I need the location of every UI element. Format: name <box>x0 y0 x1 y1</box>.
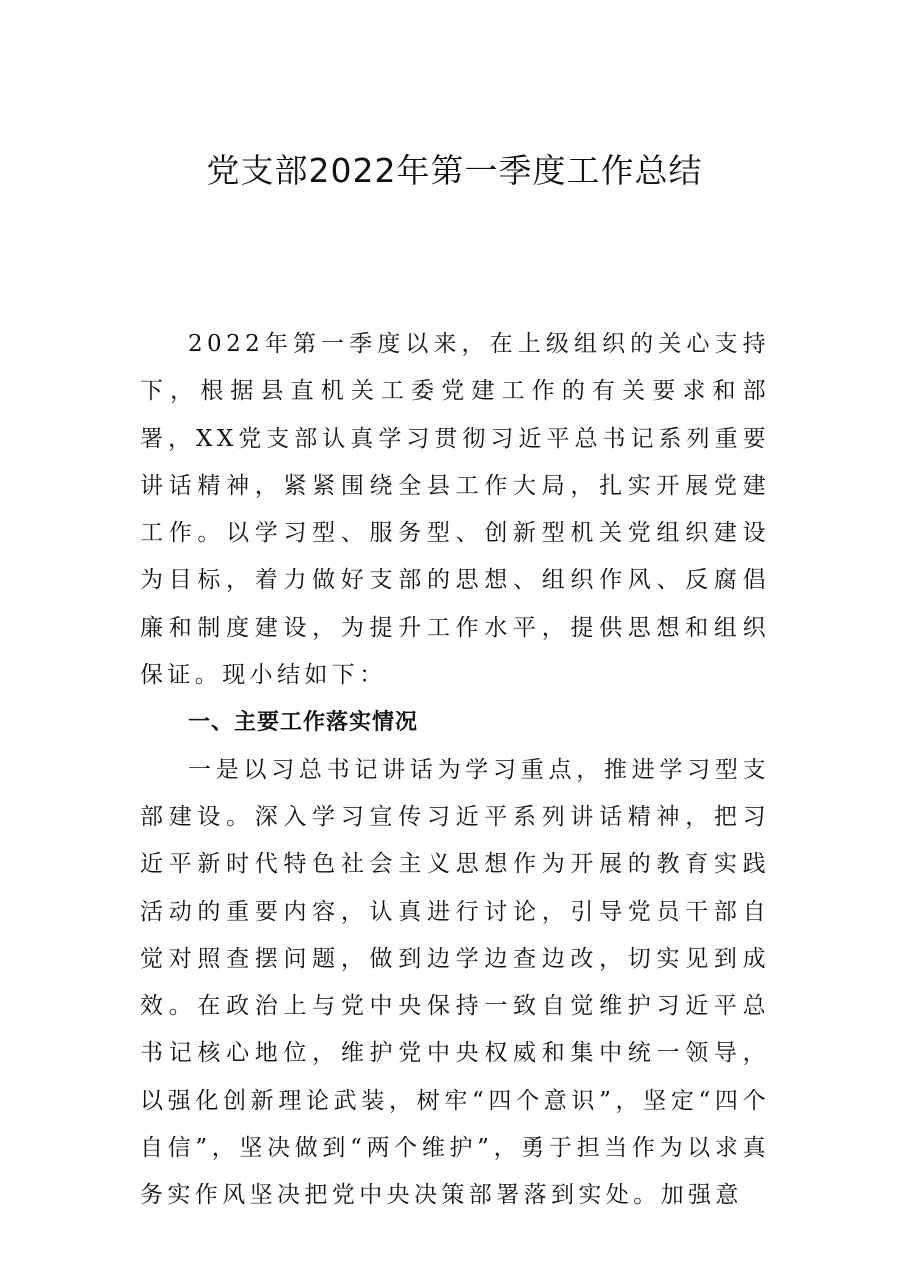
section-1-heading: 一、主要工作落实情况 <box>188 710 419 736</box>
intro-paragraph: 2022年第一季度以来，在上级组织的关心支持下，根据县直机关工委党建工作的有关要求和部署，XX党支部认真学习贯彻习近平总书记系列重要讲话精神，紧紧围绕全县工作大局，扎实开展党建工作。以学习型、服务型、创新型机关党组织建设为目标，着力做好支部的思想、组织作风、反腐倡廉和制度建设，为提升工作水平，提供思想和组织保证。现小结如下： <box>140 331 770 689</box>
section-1-paragraph: 一是以习总书记讲话为学习重点，推进学习型支部建设。深入学习宣传习近平系列讲话精神，把习近平新时代特色社会主义思想作为开展的教育实践活动的重要内容，认真进行讨论，引导党员干部自觉对照查摆问题，做到边学边查边改，切实见到成效。在政治上与党中央保持一致自觉维护习近平总书记核心地位，维护党中央权威和集中统一领导，以强化创新理论武装，树牢“四个意识”，坚定“四个自信”，坚决做到“两个维护”，勇于担当作为以求真务实作风坚决把党中央决策部署落到实处。加强意 <box>140 756 770 1209</box>
document-title: 党支部2022年第一季度工作总结 <box>206 151 703 190</box>
document-body <box>140 321 770 1220</box>
